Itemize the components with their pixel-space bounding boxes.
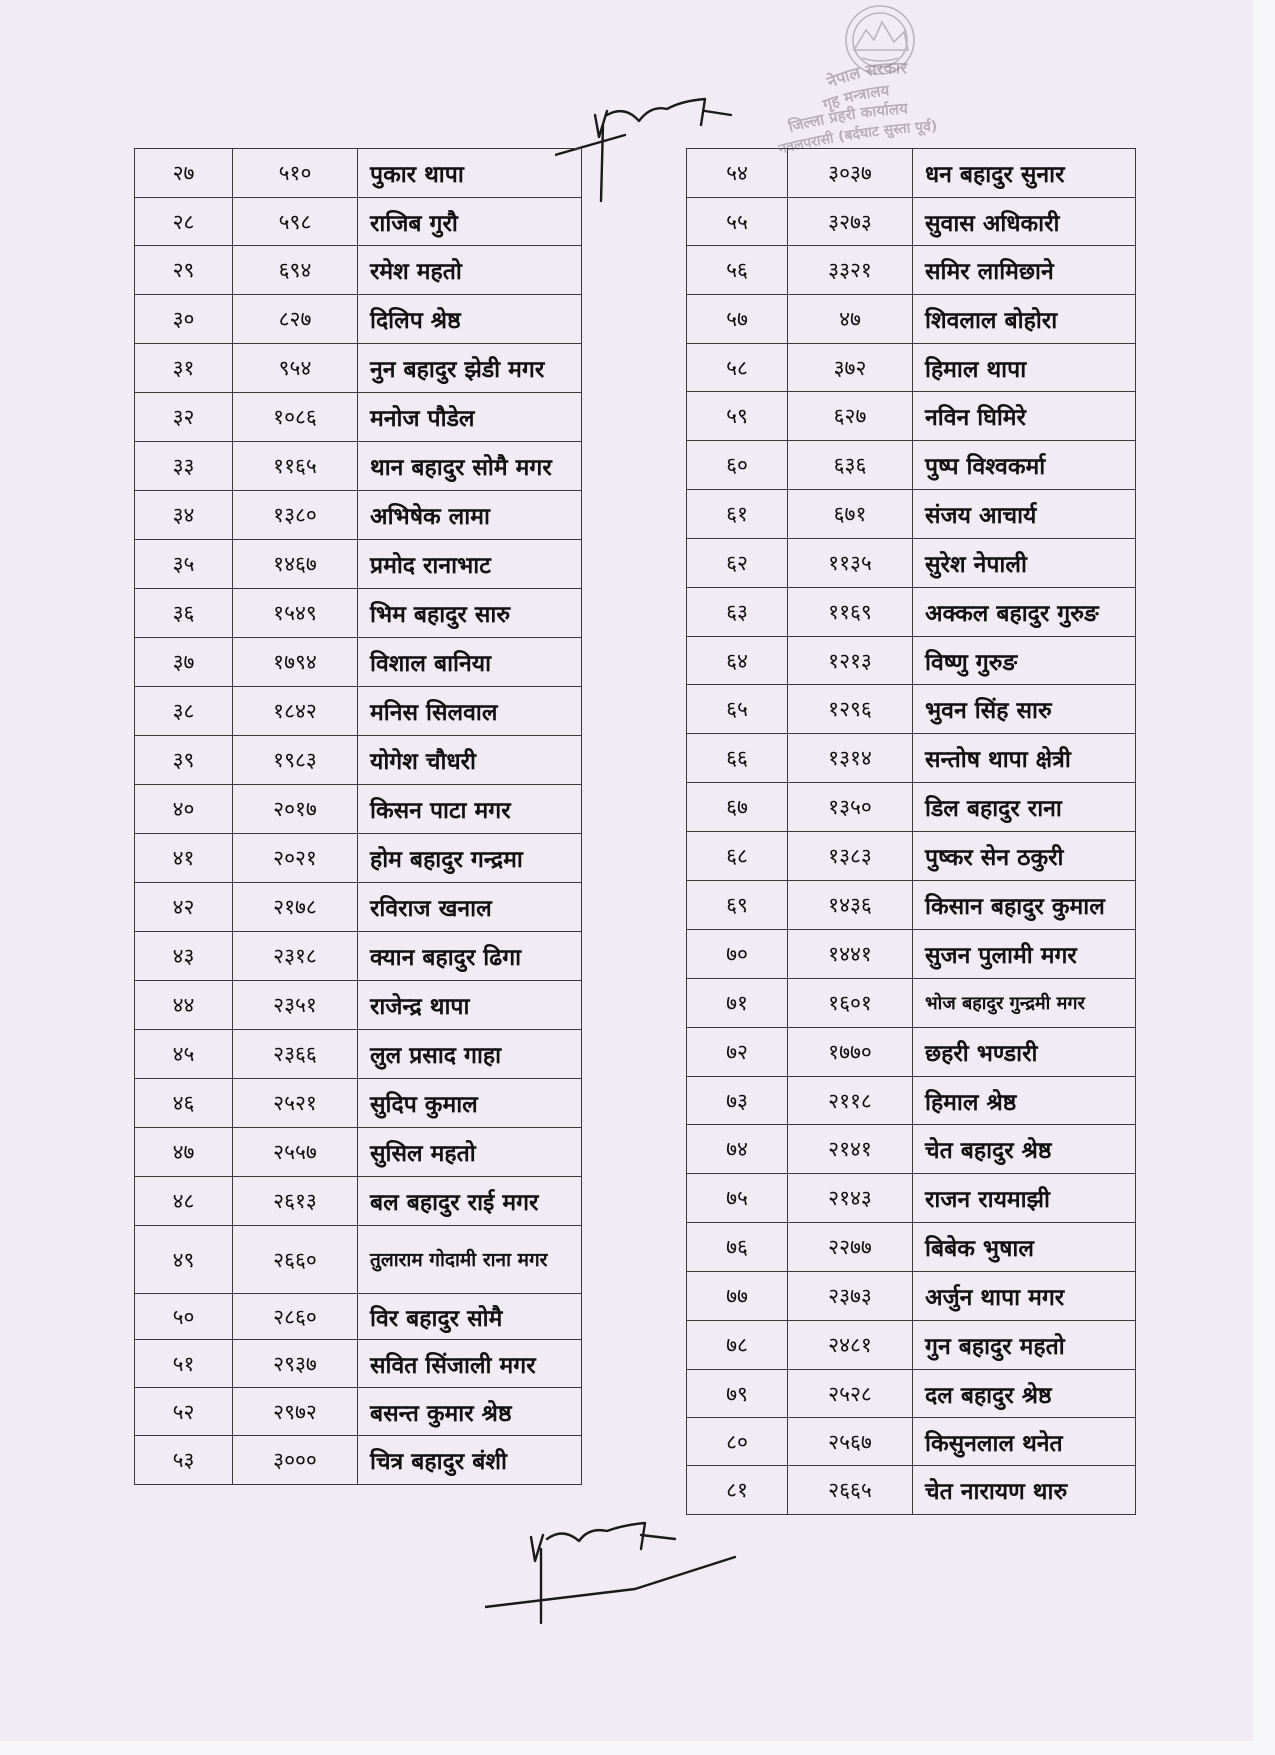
serial-number-cell: ६१ xyxy=(687,490,788,539)
table-row xyxy=(687,685,1136,734)
name-cell: किसुनलाल थनेत xyxy=(913,1418,1136,1466)
serial-number-cell: ५२ xyxy=(135,1388,233,1436)
table-row xyxy=(687,149,1136,198)
name-cell: सुवास अधिकारी xyxy=(913,198,1136,246)
serial-number-cell: ३१ xyxy=(135,344,233,393)
table-row xyxy=(135,246,582,295)
serial-number-cell: ३३ xyxy=(135,442,233,491)
id-number-cell: २९७२ xyxy=(233,1388,358,1436)
id-number-cell: १४४१ xyxy=(788,930,913,979)
table-row xyxy=(135,589,582,638)
name-cell: दल बहादुर श्रेष्ठ xyxy=(913,1370,1136,1418)
roster-table-left-body xyxy=(135,149,582,1485)
name-cell: बिबेक भुषाल xyxy=(913,1223,1136,1272)
table-row xyxy=(687,588,1136,637)
serial-number-cell: ३४ xyxy=(135,491,233,540)
name-cell: पुकार थापा xyxy=(358,149,582,198)
table-row xyxy=(135,981,582,1030)
scan-edge-right xyxy=(1253,0,1275,1755)
name-cell: योगेश चौधरी xyxy=(358,736,582,785)
name-cell: अक्कल बहादुर गुरुङ xyxy=(913,588,1136,637)
table-row xyxy=(135,736,582,785)
serial-number-cell: ४७ xyxy=(135,1128,233,1177)
roster-table-left xyxy=(134,148,582,1485)
id-number-cell: १५४९ xyxy=(233,589,358,638)
id-number-cell: १४३६ xyxy=(788,881,913,930)
name-cell: राजिब गुरौ xyxy=(358,198,582,246)
table-row xyxy=(687,734,1136,783)
name-cell: प्रमोद रानाभाट xyxy=(358,540,582,589)
signature-bottom xyxy=(485,1505,745,1625)
name-cell: भोज बहादुर गुन्द्रमी मगर xyxy=(913,979,1136,1028)
id-number-cell: ११६९ xyxy=(788,588,913,637)
name-cell: विर बहादुर सोमै xyxy=(358,1294,582,1340)
table-row xyxy=(135,393,582,442)
name-cell: रमेश महतो xyxy=(358,246,582,295)
name-cell: विष्णु गुरुङ xyxy=(913,637,1136,685)
serial-number-cell: ७४ xyxy=(687,1125,788,1174)
id-number-cell: २१४१ xyxy=(788,1125,913,1174)
serial-number-cell: ६२ xyxy=(687,539,788,588)
name-cell: शिवलाल बोहोरा xyxy=(913,295,1136,344)
serial-number-cell: ६४ xyxy=(687,637,788,685)
id-number-cell: १८४२ xyxy=(233,687,358,736)
id-number-cell: २०१७ xyxy=(233,785,358,834)
name-cell: समिर लामिछाने xyxy=(913,246,1136,295)
id-number-cell: २१७८ xyxy=(233,883,358,932)
table-row xyxy=(687,246,1136,295)
serial-number-cell: ३० xyxy=(135,295,233,344)
name-cell: तुलाराम गोदामी राना मगर xyxy=(358,1226,582,1294)
serial-number-cell: ५५ xyxy=(687,198,788,246)
table-row xyxy=(135,1079,582,1128)
id-number-cell: ११३५ xyxy=(788,539,913,588)
id-number-cell: ६७१ xyxy=(788,490,913,539)
id-number-cell: २११८ xyxy=(788,1077,913,1125)
table-row xyxy=(135,1294,582,1340)
serial-number-cell: ८१ xyxy=(687,1466,788,1515)
id-number-cell: २१४३ xyxy=(788,1174,913,1223)
id-number-cell: १४६७ xyxy=(233,540,358,589)
name-cell: छहरी भण्डारी xyxy=(913,1028,1136,1077)
serial-number-cell: ७५ xyxy=(687,1174,788,1223)
name-cell: दिलिप श्रेष्ठ xyxy=(358,295,582,344)
serial-number-cell: ५३ xyxy=(135,1436,233,1485)
name-cell: भुवन सिंह सारु xyxy=(913,685,1136,734)
serial-number-cell: ५४ xyxy=(687,149,788,198)
table-row xyxy=(687,1321,1136,1370)
serial-number-cell: ४८ xyxy=(135,1177,233,1226)
id-number-cell: ५९८ xyxy=(233,198,358,246)
serial-number-cell: ४३ xyxy=(135,932,233,981)
id-number-cell: १२१३ xyxy=(788,637,913,685)
table-row xyxy=(135,785,582,834)
table-row xyxy=(135,540,582,589)
id-number-cell: ३०३७ xyxy=(788,149,913,198)
name-cell: होम बहादुर गन्द्रमा xyxy=(358,834,582,883)
serial-number-cell: ४४ xyxy=(135,981,233,1030)
table-row xyxy=(135,442,582,491)
table-row xyxy=(687,881,1136,930)
id-number-cell: २५२१ xyxy=(233,1079,358,1128)
table-row xyxy=(135,834,582,883)
name-cell: सुसिल महतो xyxy=(358,1128,582,1177)
id-number-cell: ६९४ xyxy=(233,246,358,295)
name-cell: क्यान बहादुर ढिगा xyxy=(358,932,582,981)
serial-number-cell: ७३ xyxy=(687,1077,788,1125)
table-row xyxy=(135,1226,582,1294)
id-number-cell: २९३७ xyxy=(233,1340,358,1388)
name-cell: किसन पाटा मगर xyxy=(358,785,582,834)
id-number-cell: १३८० xyxy=(233,491,358,540)
name-cell: संजय आचार्य xyxy=(913,490,1136,539)
serial-number-cell: ५० xyxy=(135,1294,233,1340)
name-cell: हिमाल थापा xyxy=(913,344,1136,392)
table-row xyxy=(687,979,1136,1028)
name-cell: अर्जुन थापा मगर xyxy=(913,1272,1136,1321)
table-row xyxy=(135,1030,582,1079)
name-cell: अभिषेक लामा xyxy=(358,491,582,540)
serial-number-cell: ७८ xyxy=(687,1321,788,1370)
table-row xyxy=(135,1388,582,1436)
table-row xyxy=(687,1223,1136,1272)
seal-line-2: गृह मन्त्रालय xyxy=(820,81,891,114)
serial-number-cell: ४९ xyxy=(135,1226,233,1294)
serial-number-cell: ५७ xyxy=(687,295,788,344)
id-number-cell: २३१८ xyxy=(233,932,358,981)
name-cell: भिम बहादुर सारु xyxy=(358,589,582,638)
name-cell: राजेन्द्र थापा xyxy=(358,981,582,1030)
table-row xyxy=(687,198,1136,246)
name-cell: बसन्त कुमार श्रेष्ठ xyxy=(358,1388,582,1436)
seal-line-4: नवलपरासी (बर्दघाट सुस्ता पूर्व) xyxy=(777,118,938,158)
serial-number-cell: ६० xyxy=(687,441,788,490)
table-row xyxy=(135,932,582,981)
serial-number-cell: ५६ xyxy=(687,246,788,295)
id-number-cell: २५५७ xyxy=(233,1128,358,1177)
table-row xyxy=(687,783,1136,832)
name-cell: सुरेश नेपाली xyxy=(913,539,1136,588)
office-seal-stamp xyxy=(770,2,1010,162)
id-number-cell: १३१४ xyxy=(788,734,913,783)
serial-number-cell: ४१ xyxy=(135,834,233,883)
name-cell: पुष्प विश्वकर्मा xyxy=(913,441,1136,490)
serial-number-cell: ४० xyxy=(135,785,233,834)
table-row xyxy=(135,295,582,344)
serial-number-cell: ३६ xyxy=(135,589,233,638)
table-row xyxy=(135,149,582,198)
serial-number-cell: २७ xyxy=(135,149,233,198)
id-number-cell: ९५४ xyxy=(233,344,358,393)
name-cell: पुष्कर सेन ठकुरी xyxy=(913,832,1136,881)
table-row xyxy=(135,1436,582,1485)
id-number-cell: ३७२ xyxy=(788,344,913,392)
id-number-cell: २४८१ xyxy=(788,1321,913,1370)
serial-number-cell: ५९ xyxy=(687,392,788,441)
table-row xyxy=(687,930,1136,979)
scan-edge-bottom xyxy=(0,1741,1275,1755)
name-cell: चेत बहादुर श्रेष्ठ xyxy=(913,1125,1136,1174)
serial-number-cell: ७० xyxy=(687,930,788,979)
serial-number-cell: ४२ xyxy=(135,883,233,932)
table-row xyxy=(135,638,582,687)
table-row xyxy=(135,1177,582,1226)
id-number-cell: २३५१ xyxy=(233,981,358,1030)
table-row xyxy=(135,883,582,932)
table-row xyxy=(687,344,1136,392)
serial-number-cell: ३९ xyxy=(135,736,233,785)
serial-number-cell: ६६ xyxy=(687,734,788,783)
serial-number-cell: ७२ xyxy=(687,1028,788,1077)
id-number-cell: ६२७ xyxy=(788,392,913,441)
name-cell: राजन रायमाझी xyxy=(913,1174,1136,1223)
name-cell: हिमाल श्रेष्ठ xyxy=(913,1077,1136,1125)
serial-number-cell: २८ xyxy=(135,198,233,246)
table-row xyxy=(687,637,1136,685)
roster-table-right-body xyxy=(687,149,1136,1515)
id-number-cell: १२९६ xyxy=(788,685,913,734)
name-cell: सन्तोष थापा क्षेत्री xyxy=(913,734,1136,783)
name-cell: सवित सिंजाली मगर xyxy=(358,1340,582,1388)
name-cell: मनिस सिलवाल xyxy=(358,687,582,736)
table-row xyxy=(687,490,1136,539)
id-number-cell: ३३२१ xyxy=(788,246,913,295)
serial-number-cell: ६५ xyxy=(687,685,788,734)
name-cell: सुदिप कुमाल xyxy=(358,1079,582,1128)
name-cell: नविन घिमिरे xyxy=(913,392,1136,441)
id-number-cell: ११६५ xyxy=(233,442,358,491)
serial-number-cell: ६७ xyxy=(687,783,788,832)
name-cell: चेत नारायण थारु xyxy=(913,1466,1136,1515)
id-number-cell: २०२१ xyxy=(233,834,358,883)
id-number-cell: ५१० xyxy=(233,149,358,198)
id-number-cell: ६३६ xyxy=(788,441,913,490)
id-number-cell: १७७० xyxy=(788,1028,913,1077)
id-number-cell: १३८३ xyxy=(788,832,913,881)
table-row xyxy=(687,295,1136,344)
table-row xyxy=(687,539,1136,588)
name-cell: विशाल बानिया xyxy=(358,638,582,687)
table-row xyxy=(135,198,582,246)
table-row xyxy=(135,344,582,393)
id-number-cell: ४७ xyxy=(788,295,913,344)
id-number-cell: १६०१ xyxy=(788,979,913,1028)
serial-number-cell: ६३ xyxy=(687,588,788,637)
id-number-cell: २३६६ xyxy=(233,1030,358,1079)
table-row xyxy=(687,1466,1136,1515)
id-number-cell: १०८६ xyxy=(233,393,358,442)
id-number-cell: १७९४ xyxy=(233,638,358,687)
serial-number-cell: ८० xyxy=(687,1418,788,1466)
seal-line-3: जिल्ला प्रहरी कार्यालय xyxy=(786,99,909,136)
serial-number-cell: ५८ xyxy=(687,344,788,392)
id-number-cell: २८६० xyxy=(233,1294,358,1340)
id-number-cell: ३२७३ xyxy=(788,198,913,246)
table-row xyxy=(687,1418,1136,1466)
name-cell: गुन बहादुर महतो xyxy=(913,1321,1136,1370)
serial-number-cell: ६९ xyxy=(687,881,788,930)
serial-number-cell: ७९ xyxy=(687,1370,788,1418)
table-row xyxy=(687,1125,1136,1174)
id-number-cell: १३५० xyxy=(788,783,913,832)
table-row xyxy=(687,392,1136,441)
name-cell: धन बहादुर सुनार xyxy=(913,149,1136,198)
table-row xyxy=(687,1077,1136,1125)
serial-number-cell: २९ xyxy=(135,246,233,295)
name-cell: नुन बहादुर झेडी मगर xyxy=(358,344,582,393)
name-cell: थान बहादुर सोमै मगर xyxy=(358,442,582,491)
table-row xyxy=(135,491,582,540)
id-number-cell: १९८३ xyxy=(233,736,358,785)
serial-number-cell: ३२ xyxy=(135,393,233,442)
table-row xyxy=(135,1128,582,1177)
id-number-cell: ३००० xyxy=(233,1436,358,1485)
table-row xyxy=(687,1370,1136,1418)
table-row xyxy=(687,1028,1136,1077)
serial-number-cell: ४५ xyxy=(135,1030,233,1079)
name-cell: मनोज पौडेल xyxy=(358,393,582,442)
table-row xyxy=(135,687,582,736)
serial-number-cell: ७१ xyxy=(687,979,788,1028)
id-number-cell: २६१३ xyxy=(233,1177,358,1226)
name-cell: चित्र बहादुर बंशी xyxy=(358,1436,582,1485)
serial-number-cell: ६८ xyxy=(687,832,788,881)
table-row xyxy=(687,832,1136,881)
serial-number-cell: ४६ xyxy=(135,1079,233,1128)
id-number-cell: ८२७ xyxy=(233,295,358,344)
serial-number-cell: ३५ xyxy=(135,540,233,589)
id-number-cell: २६६५ xyxy=(788,1466,913,1515)
table-row xyxy=(687,441,1136,490)
name-cell: सुजन पुलामी मगर xyxy=(913,930,1136,979)
seal-line-1: नेपाल सरकार xyxy=(824,58,908,92)
name-cell: किसान बहादुर कुमाल xyxy=(913,881,1136,930)
name-cell: डिल बहादुर राना xyxy=(913,783,1136,832)
roster-table-right xyxy=(686,148,1136,1515)
id-number-cell: २६६० xyxy=(233,1226,358,1294)
serial-number-cell: ५१ xyxy=(135,1340,233,1388)
id-number-cell: २५२८ xyxy=(788,1370,913,1418)
name-cell: रविराज खनाल xyxy=(358,883,582,932)
serial-number-cell: ७६ xyxy=(687,1223,788,1272)
name-cell: लुल प्रसाद गाहा xyxy=(358,1030,582,1079)
serial-number-cell: ३७ xyxy=(135,638,233,687)
id-number-cell: २३७३ xyxy=(788,1272,913,1321)
serial-number-cell: ३८ xyxy=(135,687,233,736)
id-number-cell: २२७७ xyxy=(788,1223,913,1272)
name-cell: बल बहादुर राई मगर xyxy=(358,1177,582,1226)
serial-number-cell: ७७ xyxy=(687,1272,788,1321)
id-number-cell: २५६७ xyxy=(788,1418,913,1466)
table-row xyxy=(687,1174,1136,1223)
table-row xyxy=(687,1272,1136,1321)
table-row xyxy=(135,1340,582,1388)
